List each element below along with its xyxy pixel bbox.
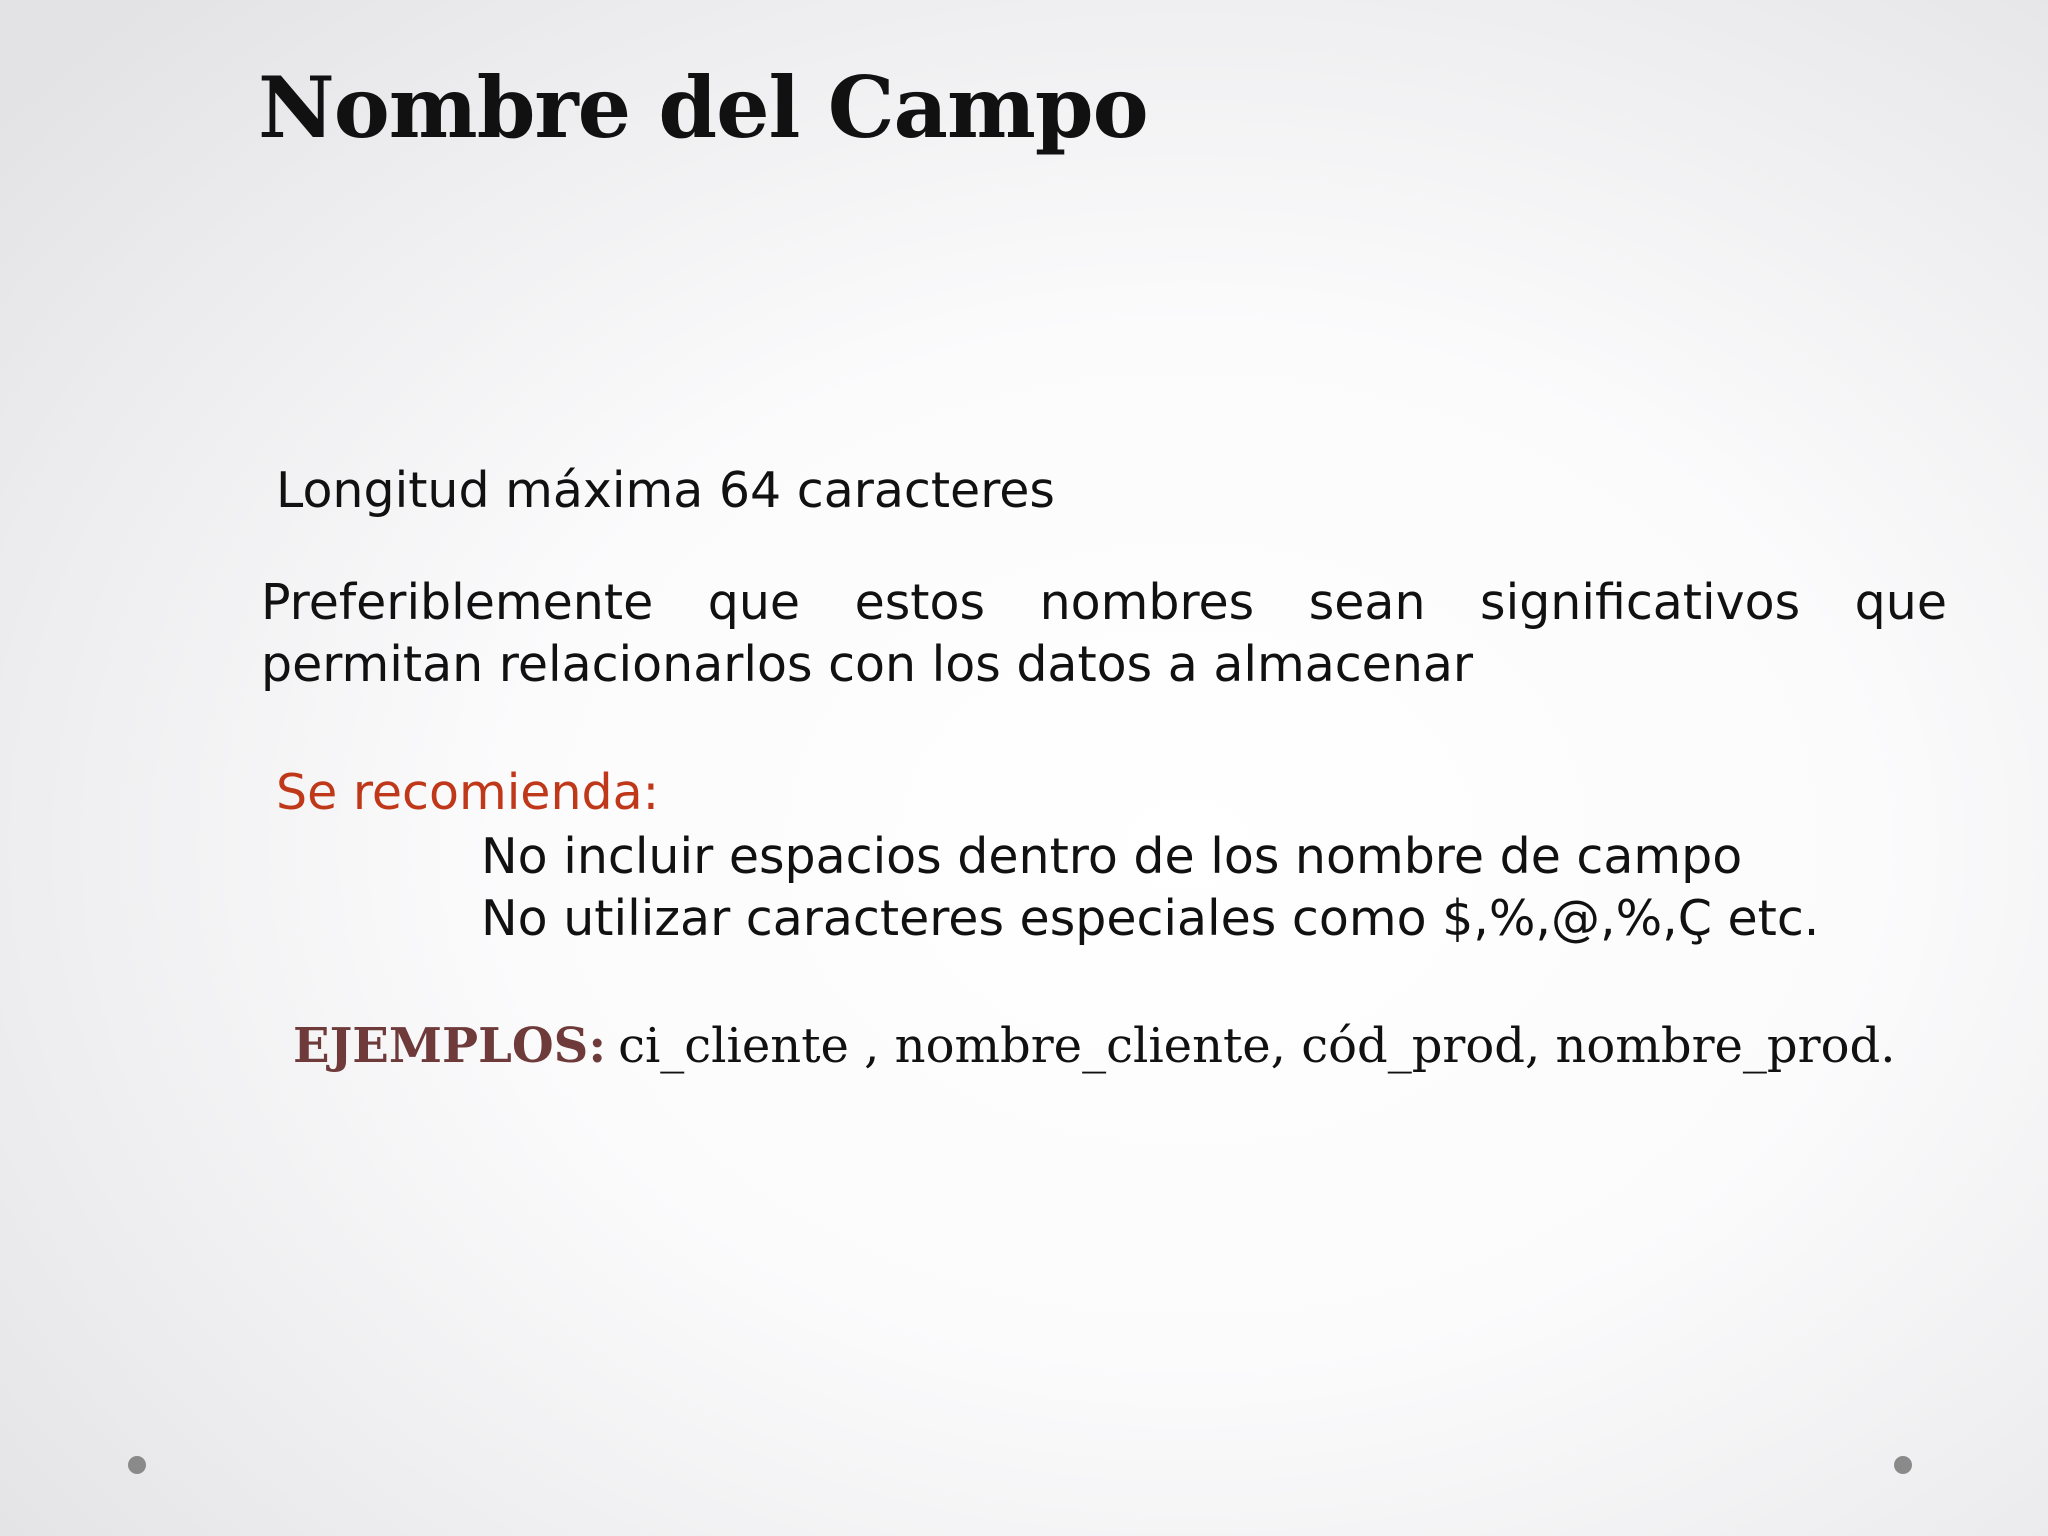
length-text: Longitud máxima 64 caracteres: [276, 462, 1055, 519]
slide-title: Nombre del Campo: [258, 58, 1148, 157]
recommend-heading: Se recomienda:: [276, 764, 660, 821]
examples-text: ci_cliente , nombre_cliente, cód_prod, nombre_prod.: [618, 1018, 1896, 1074]
nav-dot-right-icon: [1894, 1456, 1912, 1474]
recommendation-item: No incluir espacios dentro de los nombre de campo: [481, 828, 1743, 885]
recommendation-item: No utilizar caracteres especiales como $,%,@,%,Ç etc.: [481, 890, 1820, 947]
recommendation-list: [481, 826, 1819, 950]
examples-line: [293, 1015, 1895, 1077]
preferable-text: Preferiblemente que estos nombres sean significativos que permitan relacionarlos con los datos a almacenar: [261, 574, 1947, 693]
nav-dot-left-icon: [128, 1456, 146, 1474]
examples-label: EJEMPLOS:: [293, 1018, 607, 1074]
